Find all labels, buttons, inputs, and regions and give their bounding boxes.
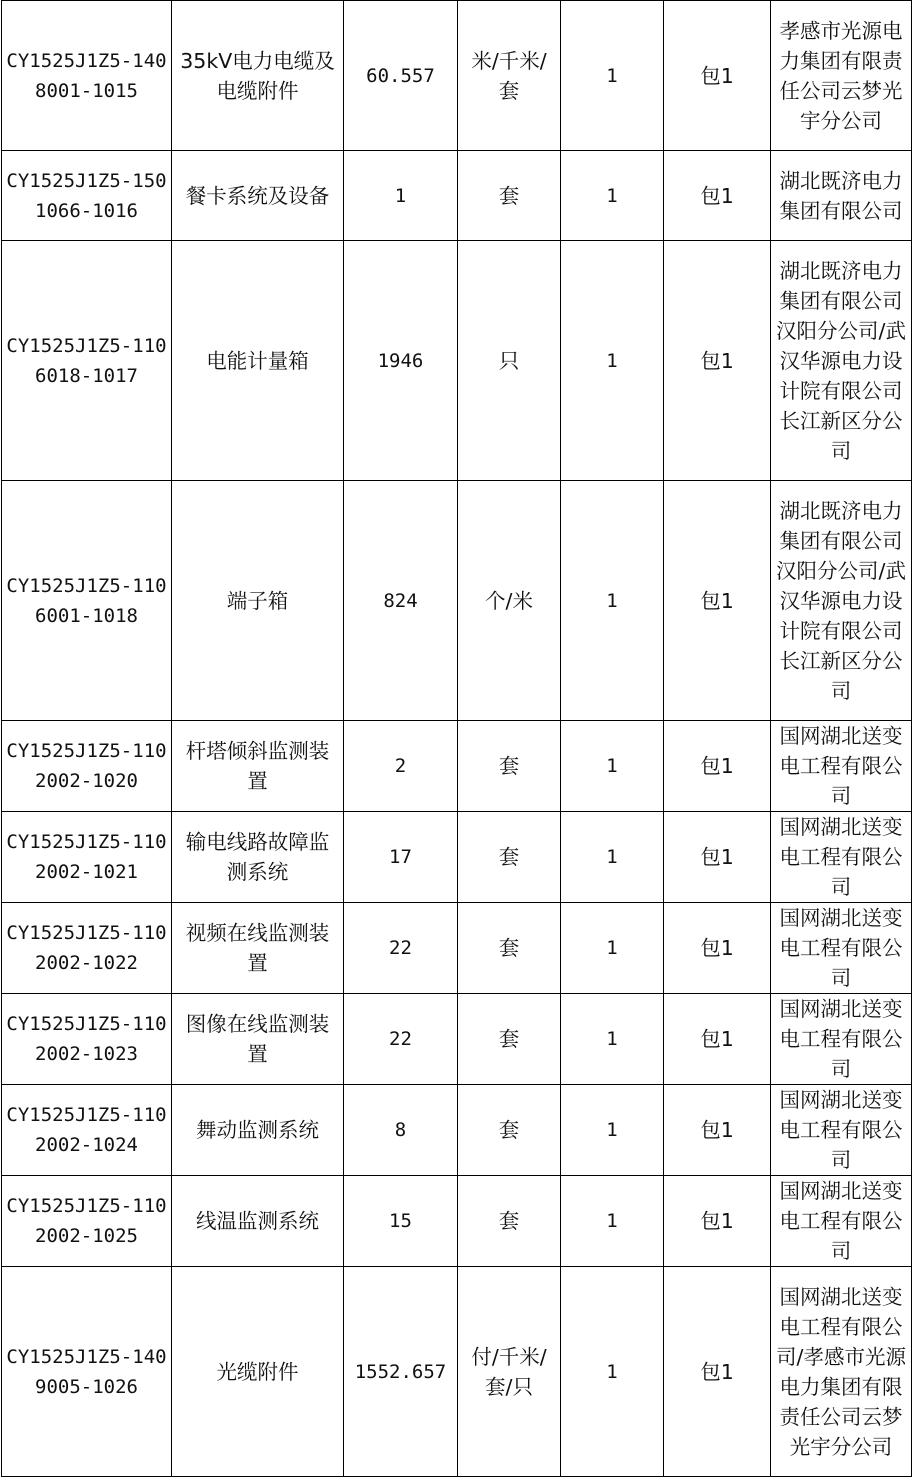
item-unit: 付/千米/套/只 — [458, 1267, 561, 1477]
item-supplier: 国网湖北送变电工程有限公司/孝感市光源电力集团有限责任公司云梦光宇分公司 — [771, 1267, 912, 1477]
item-count: 1 — [561, 151, 664, 241]
item-code: CY1525J1Z5-1102002-1021 — [2, 812, 172, 903]
item-supplier: 湖北既济电力集团有限公司 — [771, 151, 912, 241]
item-unit: 套 — [458, 721, 561, 812]
table-row — [2, 1, 912, 151]
item-code: CY1525J1Z5-1102002-1024 — [2, 1085, 172, 1176]
table-row — [2, 903, 912, 994]
table-row — [2, 1176, 912, 1267]
table-row — [2, 241, 912, 481]
item-supplier: 孝感市光源电力集团有限责任公司云梦光宇分公司 — [771, 1, 912, 151]
table-row — [2, 1267, 912, 1477]
item-count: 1 — [561, 721, 664, 812]
item-unit: 套 — [458, 151, 561, 241]
item-name: 端子箱 — [172, 481, 344, 721]
item-name: 视频在线监测装置 — [172, 903, 344, 994]
table-row — [2, 1085, 912, 1176]
item-quantity: 1552.657 — [344, 1267, 458, 1477]
item-name: 线温监测系统 — [172, 1176, 344, 1267]
item-name: 电能计量箱 — [172, 241, 344, 481]
item-count: 1 — [561, 1267, 664, 1477]
item-code: CY1525J1Z5-1501066-1016 — [2, 151, 172, 241]
item-package: 包1 — [664, 1, 771, 151]
item-quantity: 22 — [344, 994, 458, 1085]
item-package: 包1 — [664, 151, 771, 241]
item-supplier: 国网湖北送变电工程有限公司 — [771, 1085, 912, 1176]
item-quantity: 17 — [344, 812, 458, 903]
item-package: 包1 — [664, 812, 771, 903]
item-supplier: 国网湖北送变电工程有限公司 — [771, 812, 912, 903]
item-package: 包1 — [664, 994, 771, 1085]
item-quantity: 15 — [344, 1176, 458, 1267]
item-name: 35kV电力电缆及电缆附件 — [172, 1, 344, 151]
item-package: 包1 — [664, 481, 771, 721]
table-row — [2, 721, 912, 812]
item-supplier: 国网湖北送变电工程有限公司 — [771, 994, 912, 1085]
item-quantity: 1 — [344, 151, 458, 241]
item-count: 1 — [561, 994, 664, 1085]
item-supplier: 湖北既济电力集团有限公司汉阳分公司/武汉华源电力设计院有限公司长江新区分公司 — [771, 241, 912, 481]
item-quantity: 1946 — [344, 241, 458, 481]
item-supplier: 国网湖北送变电工程有限公司 — [771, 1176, 912, 1267]
item-unit: 套 — [458, 903, 561, 994]
item-package: 包1 — [664, 241, 771, 481]
item-name: 图像在线监测装置 — [172, 994, 344, 1085]
item-package: 包1 — [664, 903, 771, 994]
item-count: 1 — [561, 903, 664, 994]
item-name: 餐卡系统及设备 — [172, 151, 344, 241]
item-name: 光缆附件 — [172, 1267, 344, 1477]
table-row — [2, 812, 912, 903]
item-quantity: 824 — [344, 481, 458, 721]
item-quantity: 22 — [344, 903, 458, 994]
item-code: CY1525J1Z5-1102002-1025 — [2, 1176, 172, 1267]
item-count: 1 — [561, 1, 664, 151]
item-code: CY1525J1Z5-1102002-1023 — [2, 994, 172, 1085]
item-code: CY1525J1Z5-1106001-1018 — [2, 481, 172, 721]
item-code: CY1525J1Z5-1102002-1020 — [2, 721, 172, 812]
item-quantity: 8 — [344, 1085, 458, 1176]
item-package: 包1 — [664, 1085, 771, 1176]
item-quantity: 60.557 — [344, 1, 458, 151]
item-unit: 套 — [458, 1085, 561, 1176]
item-unit: 米/千米/套 — [458, 1, 561, 151]
item-count: 1 — [561, 481, 664, 721]
item-unit: 个/米 — [458, 481, 561, 721]
table-row — [2, 481, 912, 721]
procurement-table — [1, 0, 912, 1477]
item-unit: 套 — [458, 812, 561, 903]
item-supplier: 国网湖北送变电工程有限公司 — [771, 721, 912, 812]
item-supplier: 湖北既济电力集团有限公司汉阳分公司/武汉华源电力设计院有限公司长江新区分公司 — [771, 481, 912, 721]
item-name: 舞动监测系统 — [172, 1085, 344, 1176]
item-count: 1 — [561, 241, 664, 481]
item-code: CY1525J1Z5-1102002-1022 — [2, 903, 172, 994]
item-package: 包1 — [664, 721, 771, 812]
item-count: 1 — [561, 812, 664, 903]
item-package: 包1 — [664, 1267, 771, 1477]
item-unit: 只 — [458, 241, 561, 481]
item-unit: 套 — [458, 1176, 561, 1267]
item-count: 1 — [561, 1085, 664, 1176]
item-quantity: 2 — [344, 721, 458, 812]
item-code: CY1525J1Z5-1409005-1026 — [2, 1267, 172, 1477]
table-row — [2, 994, 912, 1085]
item-package: 包1 — [664, 1176, 771, 1267]
table-row — [2, 151, 912, 241]
item-code: CY1525J1Z5-1408001-1015 — [2, 1, 172, 151]
item-name: 输电线路故障监测系统 — [172, 812, 344, 903]
item-supplier: 国网湖北送变电工程有限公司 — [771, 903, 912, 994]
item-name: 杆塔倾斜监测装置 — [172, 721, 344, 812]
item-count: 1 — [561, 1176, 664, 1267]
item-code: CY1525J1Z5-1106018-1017 — [2, 241, 172, 481]
item-unit: 套 — [458, 994, 561, 1085]
